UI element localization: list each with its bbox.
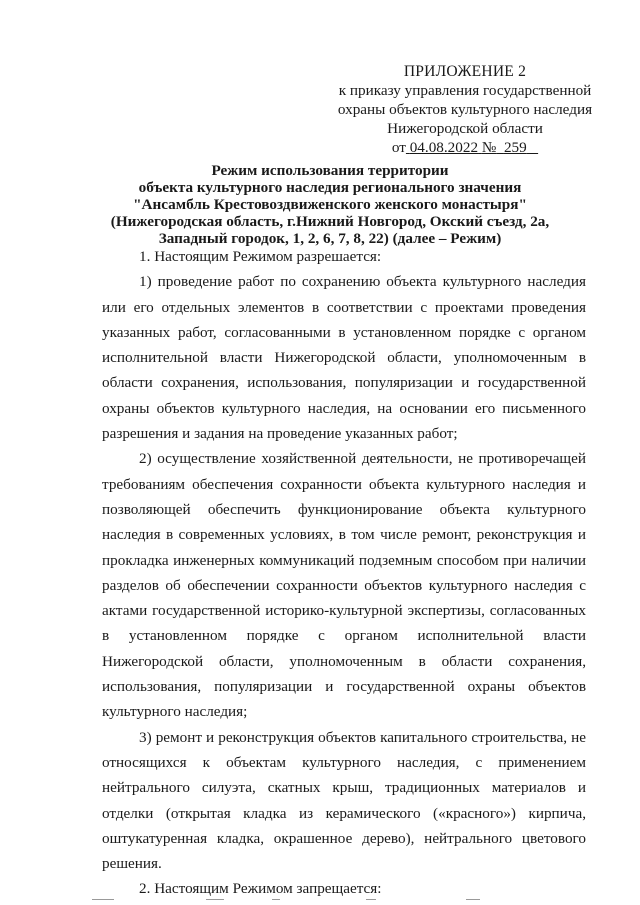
- annex-date: 04.08.2022: [409, 139, 479, 156]
- prohibited-section-title: 2. Настоящим Режимом запрещается:: [139, 880, 382, 898]
- permitted-item-3: 3) ремонт и реконструкция объектов капитального строительства, не относящихся к объектам культурного наследия, с применением нейтрального силуэта, скатных крыш, традиционных материалов и отделки (открытая кладка из керамического («красного») кирпича, оштукатуренная кладка, окрашенное дерево), нейтрального цветового решения.: [102, 728, 586, 873]
- annex-number-prefix: №: [481, 139, 497, 156]
- annex-line-2: охраны объектов культурного наследия: [337, 101, 593, 118]
- annex-date-prefix: от: [391, 139, 406, 156]
- document-body: [102, 244, 586, 902]
- heading-line-2: объекта культурного наследия регионального значения: [138, 179, 522, 196]
- annex-number-field: [482, 139, 538, 156]
- permitted-item-2: 2) осуществление хозяйственной деятельности, не противоречащей требованиям обеспечения сохранности объекта культурного наследия и позволяющей обеспечить функционирование объекта культурного наследия в современных условиях, в том числе ремонт, реконструкция и прокладка инженерных коммуникаций подземным способом при наличии разделов об обеспечении сохранности объектов культурного наследия с актами государственной историко-культурной экспертизы, согласованных в установленном порядке с органом исполнительной власти Нижегородской области, уполномоченным в области сохранения, использования, популяризации и государственной охраны объектов культурного наследия;: [102, 450, 586, 721]
- permitted-item-1: 1) проведение работ по сохранению объекта культурного наследия или его отдельных элементов в соответствии с проектами проведения указанных работ, согласованными в установленном порядке с органом исполнительной власти Нижегородской области, уполномоченным в области сохранения, использования, популяризации и государственной охраны объектов культурного наследия, на основании его письменного разрешения и задания на проведение указанных работ;: [102, 273, 586, 443]
- document-heading: [100, 162, 560, 247]
- annex-line-1: к приказу управления государственной: [338, 82, 592, 99]
- annex-line-3: Нижегородской области: [387, 120, 543, 137]
- annex-number: 259: [503, 139, 527, 156]
- heading-line-4: (Нижегородская область, г.Нижний Новгород, Окский съезд, 2а,: [110, 213, 550, 230]
- annex-order-line: [330, 138, 600, 157]
- scan-edge-marks: [86, 899, 556, 903]
- permitted-section-title: 1. Настоящим Режимом разрешается:: [139, 248, 382, 265]
- annex-title: ПРИЛОЖЕНИЕ 2: [403, 63, 527, 80]
- heading-line-1: Режим использования территории: [211, 162, 449, 179]
- annex-block: [330, 62, 600, 157]
- heading-line-3: "Ансамбль Крестовоздвиженского женского монастыря": [133, 196, 527, 213]
- heading-line-5: Западный городок, 1, 2, 6, 7, 8, 22) (далее – Режим): [158, 230, 502, 247]
